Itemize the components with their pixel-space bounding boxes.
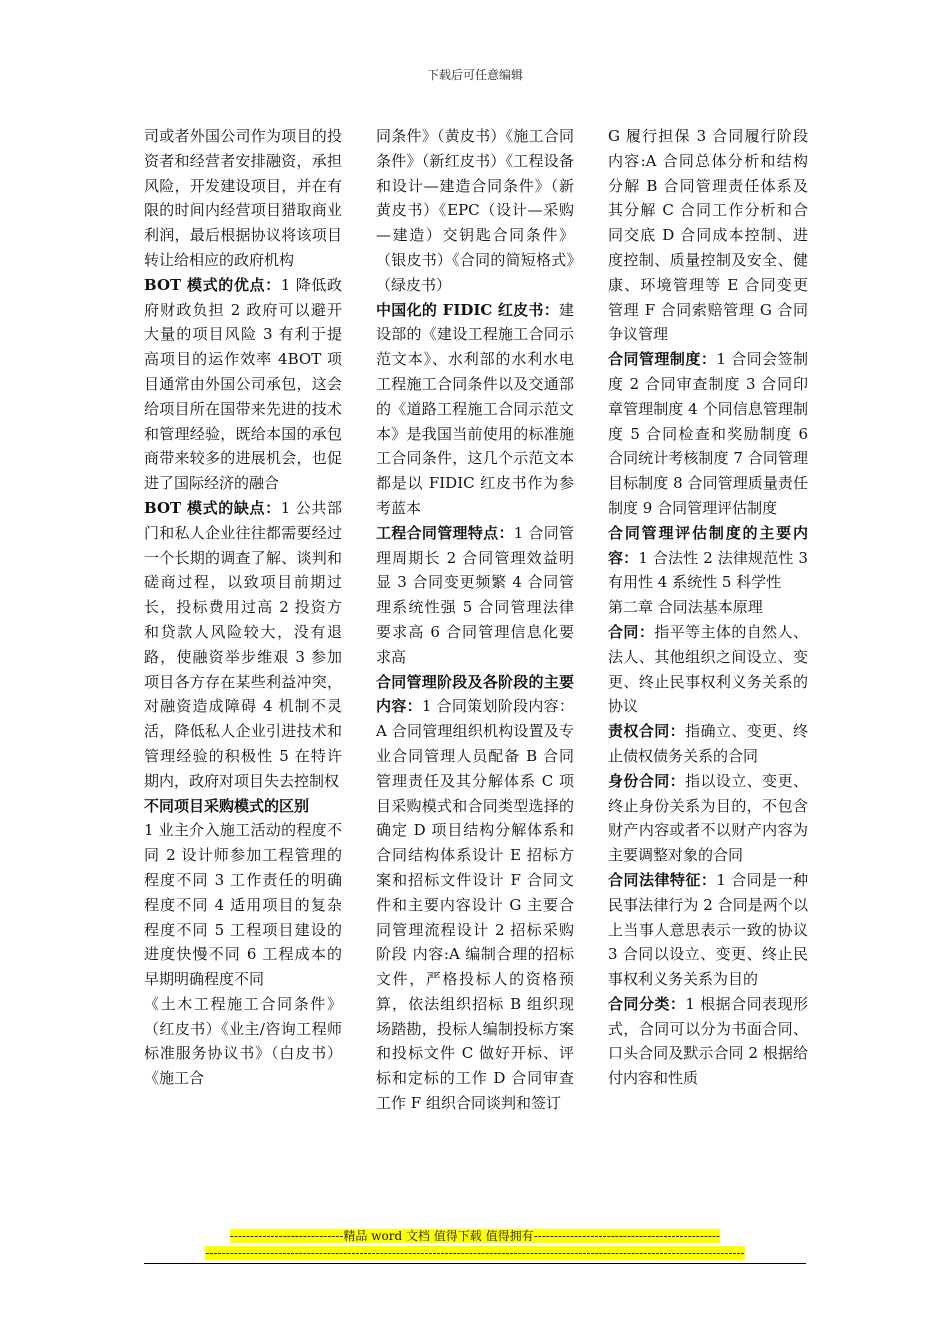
term-heading: 合同分类：: [608, 994, 686, 1013]
term-body: 1 合同管理周期长 2 合同管理效益明显 3 合同变更频繁 4 合同管理系统性强 5 合同管理法律要求高 6 合同管理信息化要求高: [376, 523, 574, 666]
term-heading: 工程合同管理特点：: [376, 523, 514, 542]
paragraph: [144, 496, 342, 794]
paragraph: [376, 521, 574, 670]
term-body: 1 根据合同表现形式，合同可以分为书面合同、口头合同及默示合同 2 根据给付内容和性质: [608, 994, 808, 1088]
paragraph: 司或者外国公司作为项目的投资者和经营者安排融资，承担风险，开发建设项目，并在有限的时间内经营项目猎取商业利润，最后根据协议将该项目转让给相应的政府机构: [144, 127, 342, 269]
term-body: 指确立、变更、终止债权债务关系的合同: [608, 722, 808, 765]
term-heading: 身份合同：: [608, 771, 686, 790]
page-header: 下载后可任意编辑: [426, 68, 523, 82]
term-heading: BOT 模式的缺点：: [144, 498, 281, 517]
footer-banner-line-1: ----------------------------精品 word 文档 值得下载 值得拥有----------------------------------------------: [229, 1229, 721, 1243]
term-heading: 合同管理评估制度的主要内容：: [608, 523, 808, 567]
term-heading: 合同管理制度：: [608, 350, 717, 369]
term-body: 1 降低政府财政负担 2 政府可以避开大量的项目风险 3 有利于提高项目的运作效率 4BOT 项目通常由外国公司承包，这会给项目所在国带来先进的技术和管理经验，既给本国的承包商带来较多的进展机会，也促进了国际经济的融合: [144, 275, 342, 493]
chapter-heading: 第二章 合同法基本原理: [608, 598, 763, 617]
paragraph: [608, 769, 808, 868]
term-body: 1 合同是一种民事法律行为 2 合同是两个以上当事人意思表示一致的协议 3 合同以设立、变更、终止民事权利义务关系为目的: [608, 870, 808, 989]
paragraph: [376, 298, 574, 521]
section-heading: 不同项目采购模式的区别: [144, 796, 310, 815]
paragraph: [608, 521, 808, 595]
term-heading: 中国化的 FIDIC 红皮书：: [376, 300, 559, 319]
term-body: 1 合同会签制度 2 合同审查制度 3 合同印章管理制度 4 个同信息管理制度 5 合同检查和奖励制度 6 合同统计考核制度 7 合同管理目标制度 8 合同管理质量责任制度 9 合同管理评估制度: [608, 350, 808, 517]
term-body: 建设部的《建设工程施工合同示范文本》、水利部的水利水电工程施工合同条件以及交通部的《道路工程施工合同示范文本》是我国当前使用的标准施工合同条件，这几个示范文本都是以 FIDIC 红皮书作为参考蓝本: [376, 300, 574, 517]
term-body: 指以设立、变更、终止身份关系为目的，不包含财产内容或者不以财产内容为主要调整对象的合同: [608, 771, 808, 865]
term-body: 指平等主体的自然人、法人、其他组织之间设立、变更、终止民事权利义务关系的协议: [608, 622, 808, 716]
paragraph: 同条件》（黄皮书）《施工合同条件》（新红皮书）《工程设备和设计—建造合同条件》（新黄皮书）《EPC（设计—采购—建造）交钥匙合同条件》（银皮书）《合同的简短格式》（绿皮书）: [376, 127, 574, 294]
term-heading: 责权合同：: [608, 722, 686, 741]
term-body: 1 公共部门和私人企业往往都需要经过一个长期的调查了解、谈判和磋商过程，以致项目前期过长，投标费用过高 2 投资方和贷款人风险较大，没有退路，使融资举步维艰 3 参加项目各方存在某些利益冲突，对融资造成障碍 4 机制不灵活，降低私人企业引进技术和管理经验的积极性 5 在特许期内，政府对项目失去控制权: [144, 498, 342, 790]
text-column-1: [144, 124, 342, 1091]
paragraph: 1 业主介入施工活动的程度不同 2 设计师参加工程管理的程度不同 3 工作责任的明确程度不同 4 适用项目的复杂程度不同 5 工程项目建设的进度快慢不同 6 工程成本的早期明确程度不同: [144, 821, 342, 989]
term-heading: 合同管理阶段及各阶段的主要内容：: [376, 672, 574, 716]
paragraph: [608, 868, 808, 992]
page-footer: [0, 1228, 950, 1262]
term-heading: BOT 模式的优点：: [144, 275, 281, 294]
paragraph: [608, 347, 808, 521]
term-heading: 合同：: [608, 622, 655, 641]
footer-divider: [144, 1263, 806, 1264]
paragraph: [608, 992, 808, 1091]
paragraph: [608, 620, 808, 719]
footer-banner-line-2: -------------------------------------------------------------------------------------------------------------------------------------: [205, 1246, 745, 1260]
paragraph: [376, 670, 574, 1116]
paragraph: G 履行担保 3 合同履行阶段 内容:A 合同总体分析和结构分解 B 合同管理责任体系及其分解 C 合同工作分析和合同交底 D 合同成本控制、进度控制、质量控制及安全、健康、环境管理等 E 合同变更管理 F 合同索赔管理 G 合同争议管理: [608, 127, 808, 344]
term-body: 1 合法性 2 法律规范性 3 有用性 4 系统性 5 科学性: [608, 548, 808, 592]
paragraph: [144, 273, 342, 496]
term-body: 1 合同策划阶段内容：A 合同管理组织机构设置及专业合同管理人员配备 B 合同管理责任及其分解体系 C 项目采购模式和合同类型选择的确定 D 项目结构分解体系和合同结构体系设计 E 招标方案和招标文件设计 F 合同文件和主要内容设计 G 主要合同管理流程设计 2 招标采购阶段 内容:A 编制合理的招标文件，严格投标人的资格预算，依法组织招标 B 组织现场踏勘，投标人编制投标方案和投标文件 C 做好开标、评标和定标的工作 D 合同审查工作 F 组织合同谈判和签订: [376, 697, 574, 1113]
paragraph: 《土木工程施工合同条件》（红皮书）《业主/咨询工程师标准服务协议书》（白皮书）《施工合: [144, 994, 342, 1088]
text-column-3: [608, 124, 808, 1091]
text-column-2: [376, 124, 574, 1116]
term-heading: 合同法律特征：: [608, 870, 717, 889]
paragraph: [608, 719, 808, 769]
